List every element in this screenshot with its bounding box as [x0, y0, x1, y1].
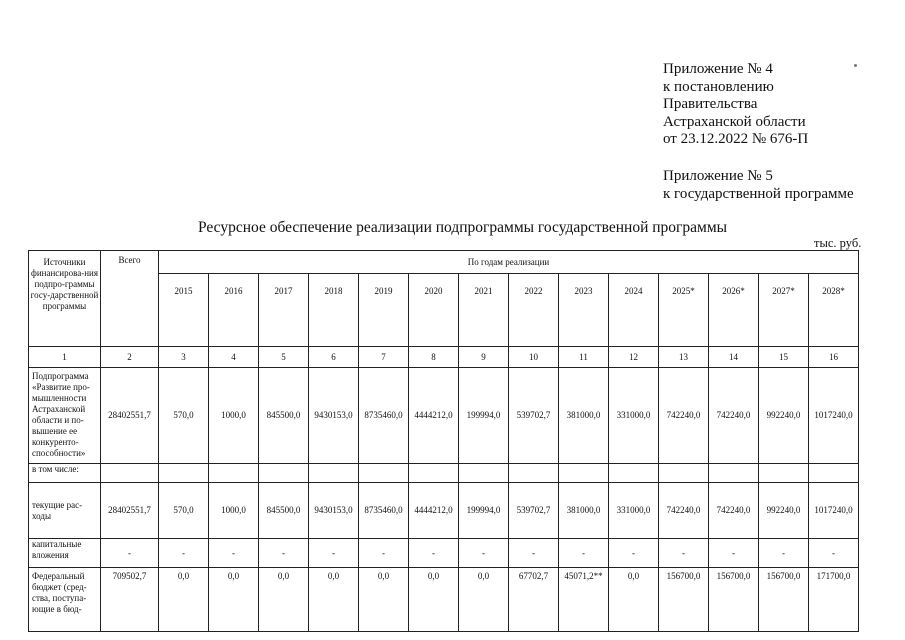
row-value-cell: 992240,0 — [759, 483, 809, 539]
row-total-cell: - — [101, 539, 159, 568]
column-number-cell: 2 — [101, 347, 159, 368]
row-value-cell: 0,0 — [259, 568, 309, 632]
row-value-cell: - — [459, 539, 509, 568]
row-value-cell: 8735460,0 — [359, 483, 409, 539]
row-value-cell: 0,0 — [209, 568, 259, 632]
row-value-cell: 4444212,0 — [409, 483, 459, 539]
row-value-cell: - — [809, 539, 859, 568]
column-number-cell: 13 — [659, 347, 709, 368]
row-source-cell: в том числе: — [29, 464, 101, 483]
row-value-cell: - — [559, 539, 609, 568]
header-year-cell: 2015 — [159, 274, 209, 347]
row-value-cell: 742240,0 — [709, 483, 759, 539]
row-source-cell: Подпрограмма «Развитие про-мышленности Астраханской области и по-вышение ее конкуренто-способности» — [29, 368, 101, 464]
row-value-cell — [809, 464, 859, 483]
column-number-cell: 6 — [309, 347, 359, 368]
row-total-cell: 709502,7 — [101, 568, 159, 632]
column-number-cell: 16 — [809, 347, 859, 368]
row-value-cell: 742240,0 — [709, 368, 759, 464]
row-value-cell: - — [709, 539, 759, 568]
row-value-cell: - — [659, 539, 709, 568]
row-value-cell: 8735460,0 — [359, 368, 409, 464]
row-value-cell: 156700,0 — [659, 568, 709, 632]
row-value-cell — [309, 464, 359, 483]
header-year-cell: 2018 — [309, 274, 359, 347]
row-value-cell: 992240,0 — [759, 368, 809, 464]
column-number-cell: 11 — [559, 347, 609, 368]
table-row — [29, 368, 859, 464]
row-total-cell — [101, 464, 159, 483]
row-value-cell — [759, 464, 809, 483]
row-value-cell — [209, 464, 259, 483]
row-value-cell: 0,0 — [609, 568, 659, 632]
annex-5-line: Приложение № 5 — [663, 168, 773, 184]
row-value-cell: 570,0 — [159, 368, 209, 464]
scan-dot-mark — [854, 64, 857, 67]
header-year-cell: 2027* — [759, 274, 809, 347]
row-value-cell: 199994,0 — [459, 368, 509, 464]
column-number-cell: 15 — [759, 347, 809, 368]
row-value-cell — [409, 464, 459, 483]
table-row — [29, 464, 859, 483]
row-value-cell: 156700,0 — [709, 568, 759, 632]
row-value-cell: - — [309, 539, 359, 568]
header-year-cell: 2026* — [709, 274, 759, 347]
row-value-cell: 199994,0 — [459, 483, 509, 539]
column-number-cell: 10 — [509, 347, 559, 368]
annex-4-line: Приложение № 4 — [663, 61, 773, 77]
row-value-cell: 1000,0 — [209, 483, 259, 539]
row-value-cell — [259, 464, 309, 483]
row-value-cell — [359, 464, 409, 483]
annex-4-line: Правительства — [663, 96, 758, 112]
row-value-cell — [159, 464, 209, 483]
column-numbers-row — [29, 347, 859, 368]
row-value-cell: 570,0 — [159, 483, 209, 539]
row-value-cell: - — [159, 539, 209, 568]
header-row — [29, 251, 859, 274]
row-value-cell: 156700,0 — [759, 568, 809, 632]
column-number-cell: 7 — [359, 347, 409, 368]
row-value-cell: - — [359, 539, 409, 568]
column-number-cell: 8 — [409, 347, 459, 368]
row-source-cell: Федеральный бюджет (сред-ства, поступа-ющие в бюд- — [29, 568, 101, 632]
column-number-cell: 14 — [709, 347, 759, 368]
table-row — [29, 568, 859, 632]
row-value-cell: 4444212,0 — [409, 368, 459, 464]
row-value-cell — [609, 464, 659, 483]
row-total-cell: 28402551,7 — [101, 368, 159, 464]
row-value-cell: 742240,0 — [659, 483, 709, 539]
row-value-cell: 9430153,0 — [309, 483, 359, 539]
row-value-cell: - — [759, 539, 809, 568]
table-row — [29, 539, 859, 568]
table-row — [29, 483, 859, 539]
row-value-cell: 45071,2** — [559, 568, 609, 632]
annex-4-line: к постановлению — [663, 78, 774, 95]
row-value-cell: 845500,0 — [259, 483, 309, 539]
header-year-cell: 2020 — [409, 274, 459, 347]
row-value-cell: 0,0 — [459, 568, 509, 632]
column-number-cell: 9 — [459, 347, 509, 368]
row-value-cell: 1000,0 — [209, 368, 259, 464]
document-title: Ресурсное обеспечение реализации подпрограммы государственной программы — [198, 219, 728, 236]
annex-5-block — [663, 168, 854, 203]
row-value-cell: - — [259, 539, 309, 568]
column-number-cell: 5 — [259, 347, 309, 368]
header-year-cell: 2021 — [459, 274, 509, 347]
header-year-cell: 2025* — [659, 274, 709, 347]
row-value-cell: 0,0 — [359, 568, 409, 632]
row-value-cell: - — [409, 539, 459, 568]
header-year-cell: 2022 — [509, 274, 559, 347]
column-number-cell: 12 — [609, 347, 659, 368]
row-value-cell: 1017240,0 — [809, 483, 859, 539]
resource-table — [28, 250, 859, 632]
unit-label: тыс. руб. — [814, 236, 862, 250]
row-total-cell: 28402551,7 — [101, 483, 159, 539]
header-year-cell: 2019 — [359, 274, 409, 347]
row-value-cell: - — [609, 539, 659, 568]
annex-4-line: Астраханской области — [663, 113, 806, 130]
row-source-cell: капитальные вложения — [29, 539, 101, 568]
row-value-cell: 0,0 — [409, 568, 459, 632]
row-value-cell — [459, 464, 509, 483]
row-value-cell: 9430153,0 — [309, 368, 359, 464]
row-value-cell: 742240,0 — [659, 368, 709, 464]
row-value-cell: 539702,7 — [509, 368, 559, 464]
row-source-cell: текущие рас-ходы — [29, 483, 101, 539]
header-year-cell: 2017 — [259, 274, 309, 347]
header-total: Всего — [101, 251, 159, 347]
row-value-cell — [509, 464, 559, 483]
row-value-cell: 331000,0 — [609, 483, 659, 539]
annex-4-line: от 23.12.2022 № 676-П — [663, 131, 809, 147]
row-value-cell: - — [209, 539, 259, 568]
row-value-cell: 381000,0 — [559, 483, 609, 539]
column-number-cell: 4 — [209, 347, 259, 368]
annex-5-line: к государственной программе — [663, 185, 854, 202]
row-value-cell — [709, 464, 759, 483]
column-number-cell: 3 — [159, 347, 209, 368]
row-value-cell: 171700,0 — [809, 568, 859, 632]
column-number-cell: 1 — [29, 347, 101, 368]
annex-4-block — [663, 61, 808, 149]
row-value-cell — [659, 464, 709, 483]
row-value-cell: 845500,0 — [259, 368, 309, 464]
row-value-cell: 0,0 — [159, 568, 209, 632]
header-year-cell: 2024 — [609, 274, 659, 347]
row-value-cell: - — [509, 539, 559, 568]
table-body — [29, 251, 859, 632]
row-value-cell: 0,0 — [309, 568, 359, 632]
header-year-cell: 2023 — [559, 274, 609, 347]
row-value-cell: 1017240,0 — [809, 368, 859, 464]
header-years-group: По годам реализации — [159, 251, 859, 274]
row-value-cell: 381000,0 — [559, 368, 609, 464]
row-value-cell: 331000,0 — [609, 368, 659, 464]
row-value-cell: 539702,7 — [509, 483, 559, 539]
header-year-cell: 2016 — [209, 274, 259, 347]
row-value-cell — [559, 464, 609, 483]
header-source: Источники финансирова-ния подпро-граммы госу-дарственной программы — [29, 251, 101, 347]
row-value-cell: 67702,7 — [509, 568, 559, 632]
header-year-cell: 2028* — [809, 274, 859, 347]
